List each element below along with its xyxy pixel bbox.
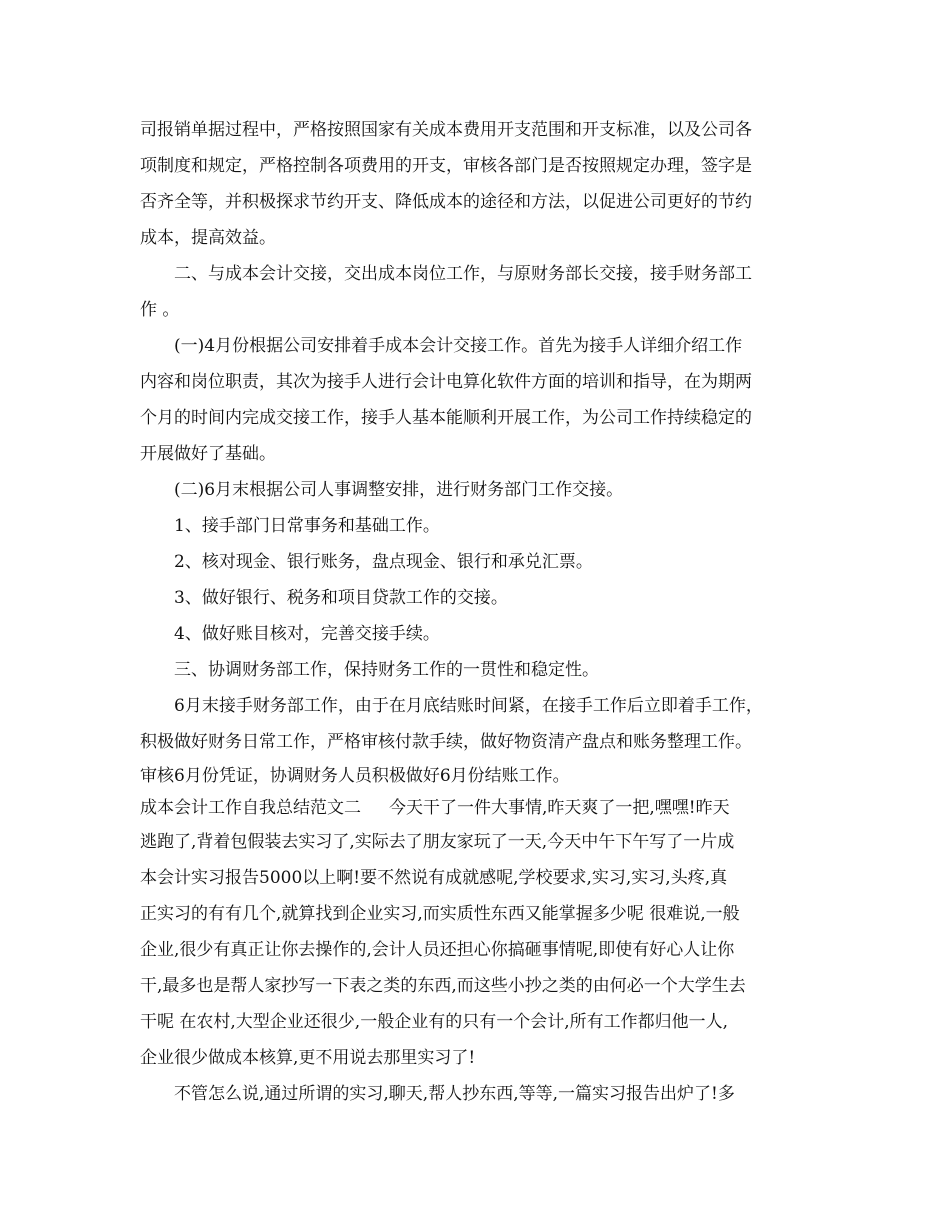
text-line: 逃跑了,背着包假装去实习了,实际去了朋友家玩了一天,今天中午下午写了一片成 [140, 832, 735, 852]
text-line: 企业,很少有真正让你去操作的,会计人员还担心你搞砸事情呢,即使有好心人让你 [140, 940, 735, 960]
text-line: 2、核对现金、银行账务，盘点现金、银行和承兑汇票。 [174, 552, 593, 572]
section-first-line: 今天干了一件大事情,昨天爽了一把,嘿嘿!昨天 [389, 798, 730, 818]
text-line: 司报销单据过程中，严格按照国家有关成本费用开支范围和开支标准，以及公司各 [140, 120, 752, 140]
text-line: 内容和岗位职责，其次为接手人进行会计电算化软件方面的培训和指导，在为期两 [140, 372, 752, 392]
text-line: 项制度和规定，严格控制各项费用的开支，审核各部门是否按照规定办理，签字是 [140, 156, 752, 176]
text-line: 干,最多也是帮人家抄写一下表之类的东西,而这些小抄之类的由何必一个大学生去 [140, 976, 746, 996]
text-line: 不管怎么说,通过所谓的实习,聊天,帮人抄东西,等等,一篇实习报告出炉了!多 [174, 1084, 735, 1104]
text-line: 成本，提高效益。 [140, 228, 276, 248]
text-line: 积极做好财务日常工作，严格审核付款手续，做好物资清产盘点和账务整理工作。 [140, 732, 752, 752]
text-line: 正实习的有有几个,就算找到企业实习,而实质性东西又能掌握多少呢 很难说,一般 [140, 904, 740, 924]
text-line: (二)6月末根据公司人事调整安排，进行财务部门工作交接。 [174, 480, 624, 500]
text-line: (一)4月份根据公司安排着手成本会计交接工作。首先为接手人详细介绍工作 [174, 336, 743, 356]
text-line: 作 。 [140, 300, 180, 320]
text-line: 4、做好账目核对，完善交接手续。 [174, 624, 440, 644]
text-line: 二、与成本会计交接，交出成本岗位工作，与原财务部长交接，接手财务部工 [174, 264, 752, 284]
section-title: 成本会计工作自我总结范文二 [140, 798, 361, 818]
document-body [140, 112, 812, 1112]
text-line: 个月的时间内完成交接工作，接手人基本能顺利开展工作，为公司工作持续稳定的 [140, 408, 752, 428]
text-line: 6月末接手财务部工作，由于在月底结账时间紧，在接手工作后立即着手工作， [174, 696, 763, 716]
text-line: 干呢 在农村,大型企业还很少,一般企业有的只有一个会计,所有工作都归他一人, [140, 1012, 729, 1032]
text-line: 否齐全等，并积极探求节约开支、降低成本的途径和方法，以促进公司更好的节约 [140, 192, 752, 212]
text-line: 3、做好银行、税务和项目贷款工作的交接。 [174, 588, 508, 608]
text-line: 本会计实习报告5000以上啊!要不然说有成就感呢,学校要求,实习,实习,头疼,真 [140, 868, 728, 888]
section-heading-line [140, 792, 812, 824]
text-line: 审核6月份凭证，协调财务人员积极做好6月份结账工作。 [140, 766, 570, 786]
text-line: 开展做好了基础。 [140, 444, 276, 464]
text-line: 1、接手部门日常事务和基础工作。 [174, 516, 440, 536]
text-line: 企业很少做成本核算,更不用说去那里实习了! [140, 1048, 476, 1068]
text-line: 三、协调财务部工作，保持财务工作的一贯性和稳定性。 [174, 660, 599, 680]
